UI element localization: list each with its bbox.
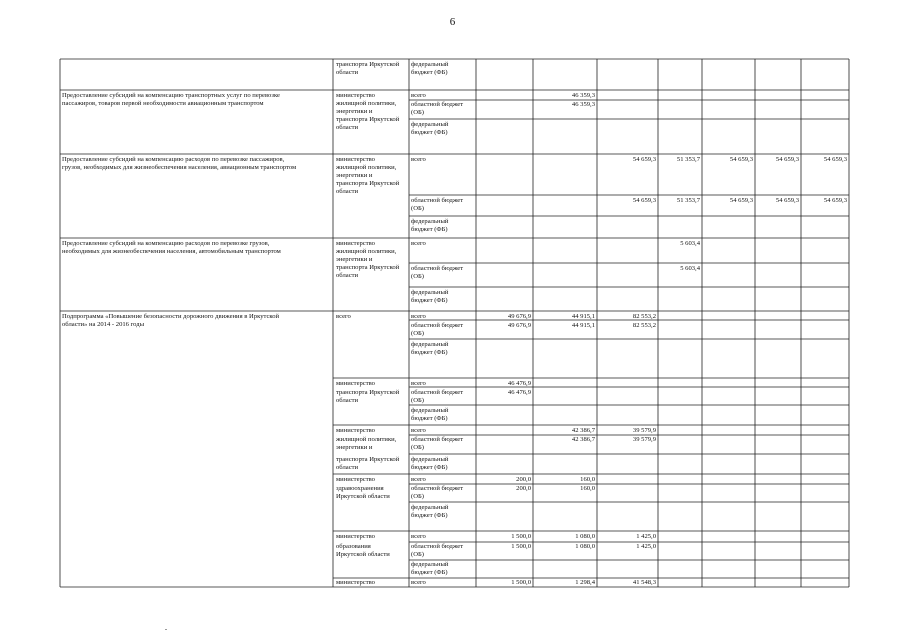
budget-label-fb: бюджет (ФБ) xyxy=(411,297,448,304)
value-cell: 1 080,0 xyxy=(575,543,595,550)
ministry-label-line: жилищной политики, xyxy=(336,436,397,443)
value-cell: 1 080,0 xyxy=(575,533,595,540)
ministry-label-line: министерство xyxy=(336,380,375,387)
budget-label-ob: (ОБ) xyxy=(411,493,424,500)
value-cell: 39 579,9 xyxy=(632,427,656,434)
value-cell: 42 386,7 xyxy=(571,436,595,443)
value-cell: 200,0 xyxy=(516,476,531,483)
budget-label-fb: федеральный xyxy=(411,407,449,414)
budget-label-ob: областной бюджет xyxy=(411,389,464,396)
value-cell: 54 659,3 xyxy=(632,197,656,204)
row-name-line: области» на 2014 - 2016 годы xyxy=(62,321,145,328)
budget-label-fb: федеральный xyxy=(411,289,449,296)
row-name-line: Предоставление субсидий на компенсацию расходов по перевозке пассажиров, xyxy=(62,156,285,163)
ministry-label-line: области xyxy=(336,124,359,131)
ministry-label-line: энергетики и xyxy=(336,108,373,115)
budget-label-ob: областной бюджет xyxy=(411,322,464,329)
budget-label-fb: бюджет (ФБ) xyxy=(411,464,448,471)
budget-label-ob: (ОБ) xyxy=(411,330,424,337)
ministry-label-line: жилищной политики, xyxy=(336,164,397,171)
value-cell: 1 500,0 xyxy=(511,579,531,586)
ministry-label-line: энергетики и xyxy=(336,172,373,179)
ministry-label-line: области xyxy=(336,464,359,471)
budget-label-fb: бюджет (ФБ) xyxy=(411,349,448,356)
ministry-label-line: министерство xyxy=(336,92,375,99)
budget-label-all: всего xyxy=(411,92,426,99)
budget-label-ob: (ОБ) xyxy=(411,551,424,558)
ministry-label-line: Иркутской области xyxy=(336,493,390,500)
value-cell: 54 659,3 xyxy=(729,156,753,163)
value-cell: 5 603,4 xyxy=(680,240,700,247)
budget-label-fb: федеральный xyxy=(411,504,449,511)
ministry-label-line: области xyxy=(336,272,359,279)
value-cell: 82 553,2 xyxy=(632,322,656,329)
ministry-label-line: транспорта Иркутской xyxy=(336,180,400,187)
value-cell: 46 359,3 xyxy=(571,92,595,99)
ministry-label-line: энергетики и xyxy=(336,256,373,263)
row-name-line: пассажиров, товаров первой необходимости авиационным транспортом xyxy=(62,100,264,107)
ministry-label-line: транспорта Иркутской xyxy=(336,61,400,68)
value-cell: 1 425,0 xyxy=(636,543,656,550)
budget-label-all: всего xyxy=(411,156,426,163)
budget-label-all: всего xyxy=(411,427,426,434)
value-cell: 82 553,2 xyxy=(632,313,656,320)
budget-label-all: всего xyxy=(411,579,426,586)
budget-label-all: всего xyxy=(411,313,426,320)
budget-label-all: всего xyxy=(411,476,426,483)
budget-label-fb: федеральный xyxy=(411,218,449,225)
value-cell: 46 476,9 xyxy=(507,389,531,396)
value-cell: 54 659,3 xyxy=(775,197,799,204)
budget-label-fb: бюджет (ФБ) xyxy=(411,569,448,576)
budget-label-fb: бюджет (ФБ) xyxy=(411,129,448,136)
value-cell: 51 353,7 xyxy=(676,197,700,204)
value-cell: 1 500,0 xyxy=(511,533,531,540)
value-cell: 49 676,9 xyxy=(507,313,531,320)
ministry-label-line: области xyxy=(336,397,359,404)
ministry-label-line: образования xyxy=(336,543,371,550)
value-cell: 54 659,3 xyxy=(823,197,847,204)
budget-label-ob: областной бюджет xyxy=(411,485,464,492)
value-cell: 1 298,4 xyxy=(575,579,595,586)
row-name-line: грузов, необходимых для жизнеобеспечения населения, авиационным транспортом xyxy=(62,164,297,171)
ministry-label-line: области xyxy=(336,69,359,76)
value-cell: 1 500,0 xyxy=(511,543,531,550)
budget-label-fb: федеральный xyxy=(411,341,449,348)
ministry-label-line: министерство xyxy=(336,579,375,586)
ministry-label-line: министерство xyxy=(336,240,375,247)
value-cell: 54 659,3 xyxy=(632,156,656,163)
row-name-line: Предоставление субсидий на компенсацию расходов по перевозке грузов, xyxy=(62,240,270,247)
ministry-label-line: министерство xyxy=(336,476,375,483)
budget-label-fb: федеральный xyxy=(411,561,449,568)
value-cell: 1 425,0 xyxy=(636,533,656,540)
ministry-label-line: жилищной политики, xyxy=(336,248,397,255)
budget-label-ob: (ОБ) xyxy=(411,444,424,451)
ministry-label-line: области xyxy=(336,188,359,195)
budget-label-fb: федеральный xyxy=(411,121,449,128)
budget-label-ob: областной бюджет xyxy=(411,543,464,550)
budget-label-ob: областной бюджет xyxy=(411,197,464,204)
value-cell: 42 386,7 xyxy=(571,427,595,434)
budget-label-ob: (ОБ) xyxy=(411,273,424,280)
row-name-line: необходимых для жизнеобеспечения населения, автомобильным транспортом xyxy=(62,248,281,255)
ministry-label-line: Иркутской области xyxy=(336,551,390,558)
ministry-label-line: министерство xyxy=(336,427,375,434)
page-number: 6 xyxy=(449,16,456,28)
value-cell: 54 659,3 xyxy=(775,156,799,163)
budget-label-ob: (ОБ) xyxy=(411,205,424,212)
budget-label-ob: областной бюджет xyxy=(411,265,464,272)
scan-speck xyxy=(165,629,167,630)
budget-label-ob: (ОБ) xyxy=(411,397,424,404)
budget-label-fb: бюджет (ФБ) xyxy=(411,415,448,422)
budget-label-ob: (ОБ) xyxy=(411,109,424,116)
ministry-label-line: министерство xyxy=(336,533,375,540)
budget-label-fb: бюджет (ФБ) xyxy=(411,512,448,519)
value-cell: 200,0 xyxy=(516,485,531,492)
budget-label-all: всего xyxy=(411,380,426,387)
budget-label-fb: федеральный xyxy=(411,61,449,68)
value-cell: 54 659,3 xyxy=(823,156,847,163)
row-name-line: Предоставление субсидий на компенсацию транспортных услуг по перевозке xyxy=(62,92,280,99)
ministry-label-line: энергетики и xyxy=(336,444,373,451)
value-cell: 5 603,4 xyxy=(680,265,700,272)
ministry-label-line: министерство xyxy=(336,156,375,163)
budget-label-ob: областной бюджет xyxy=(411,101,464,108)
value-cell: 46 359,3 xyxy=(571,101,595,108)
ministry-label-line: транспорта Иркутской xyxy=(336,264,400,271)
budget-label-fb: бюджет (ФБ) xyxy=(411,69,448,76)
budget-label-fb: бюджет (ФБ) xyxy=(411,226,448,233)
value-cell: 160,0 xyxy=(580,476,595,483)
ministry-label-line: транспорта Иркутской xyxy=(336,389,400,396)
value-cell: 44 915,1 xyxy=(571,313,595,320)
ministry-label-line: жилищной политики, xyxy=(336,100,397,107)
value-cell: 160,0 xyxy=(580,485,595,492)
value-cell: 44 915,1 xyxy=(571,322,595,329)
ministry-label-all: всего xyxy=(336,313,351,320)
value-cell: 41 548,3 xyxy=(632,579,656,586)
ministry-label-line: транспорта Иркутской xyxy=(336,456,400,463)
budget-label-all: всего xyxy=(411,240,426,247)
budget-label-fb: федеральный xyxy=(411,456,449,463)
budget-label-all: всего xyxy=(411,533,426,540)
ministry-label-line: транспорта Иркутской xyxy=(336,116,400,123)
row-name-line: Подпрограмма «Повышение безопасности дорожного движения в Иркутской xyxy=(62,313,280,320)
ministry-label-line: здравоохранения xyxy=(336,485,384,492)
value-cell: 49 676,9 xyxy=(507,322,531,329)
value-cell: 39 579,9 xyxy=(632,436,656,443)
value-cell: 54 659,3 xyxy=(729,197,753,204)
value-cell: 46 476,9 xyxy=(507,380,531,387)
budget-label-ob: областной бюджет xyxy=(411,436,464,443)
value-cell: 51 353,7 xyxy=(676,156,700,163)
